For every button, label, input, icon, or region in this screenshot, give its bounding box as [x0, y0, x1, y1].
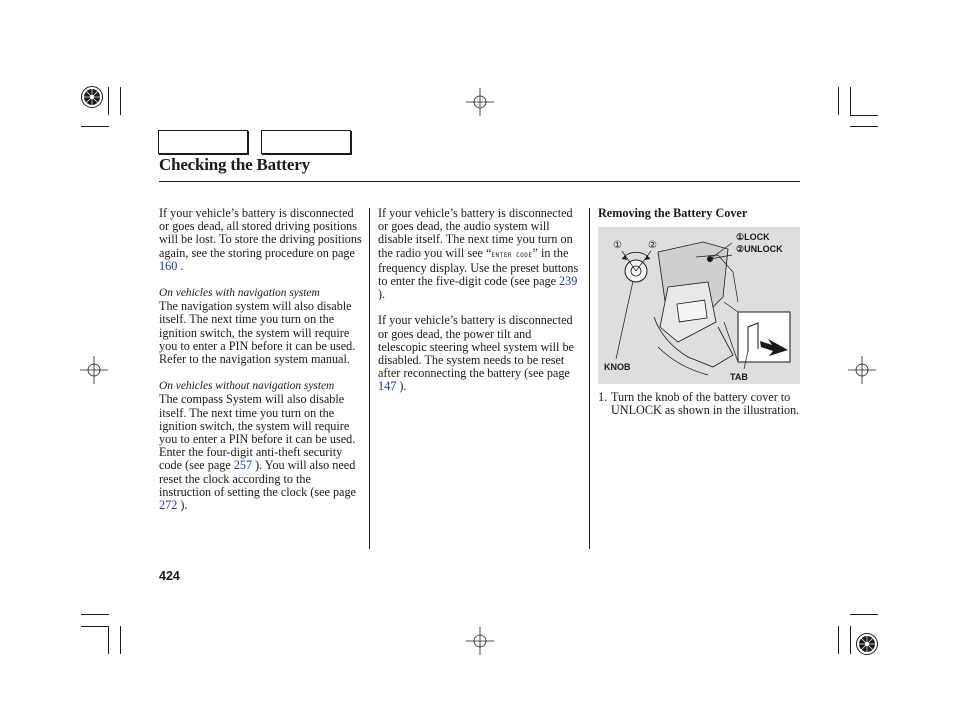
page-title: Checking the Battery	[159, 155, 310, 174]
crosshair-right	[848, 356, 876, 384]
label-knob: KNOB	[604, 362, 631, 372]
legend-lock: ①LOCK	[736, 232, 770, 242]
legend-unlock: ②UNLOCK	[736, 244, 783, 254]
column-2	[378, 207, 583, 394]
battery-cover-heading: Removing the Battery Cover	[598, 206, 748, 220]
paragraph-steering-wheel: If your vehicle’s battery is disconnected or goes dead, the power tilt and telescopic steering wheel system will be disabled. The system needs to be reset after reconnecting the battery (see page 147 ).	[378, 313, 574, 394]
crosshair-left	[80, 356, 108, 384]
crosshair-bottom	[466, 627, 494, 655]
page-link-160[interactable]: 160	[159, 258, 178, 273]
battery-cover-illustration	[598, 227, 800, 384]
label-tab: TAB	[730, 372, 748, 382]
page-link-272[interactable]: 272	[159, 498, 178, 513]
column-1	[159, 207, 363, 512]
heading-with-navigation: On vehicles with navigation system	[159, 287, 320, 300]
title-rule	[159, 181, 800, 182]
page-number: 424	[159, 569, 180, 583]
column-divider-1	[369, 208, 370, 549]
paragraph-stored-positions: If your vehicle’s battery is disconnected or goes dead, all stored driving positions will be lost. To store the driving positions again, see the storing procedure on page 160 .	[159, 206, 362, 273]
section-tab-2[interactable]	[261, 130, 351, 154]
registration-target-bottom-right	[855, 632, 879, 656]
enter-code-display: ENTER CODE	[491, 251, 533, 259]
crosshair-top	[466, 88, 494, 116]
paragraph-compass: The compass System will also disable itself. The next time you turn on the ignition switch, the system will require you to enter a PIN before it can be used. Enter the four-digit anti-theft security code (see page 257 ). You will also need reset the clock according to the instruction of setting the clock (see page 272 ).	[159, 392, 356, 513]
section-tab-1[interactable]	[158, 130, 248, 154]
page-link-257[interactable]: 257	[233, 458, 253, 473]
paragraph-navigation: The navigation system will also disable itself. The next time you turn on the ignition switch, the system will require you to enter a PIN before it can be used. Refer to the navigation system manual.	[159, 299, 356, 367]
heading-without-navigation: On vehicles without navigation system	[159, 380, 335, 393]
step-1-number: 1.	[598, 390, 608, 404]
step-1-text: Turn the knob of the battery cover to UNLOCK as shown in the illustration.	[611, 390, 800, 418]
step-1	[598, 391, 802, 417]
column-divider-2	[589, 208, 590, 549]
paragraph-audio-system: If your vehicle’s battery is disconnected or goes dead, the audio system will disable itself. The next time you turn on the radio you will see “ENTER CODE” in the frequency display. Use the preset buttons to enter the five-digit code (see page 239 ).	[378, 206, 579, 302]
marker-1: ①	[613, 240, 622, 251]
marker-2: ②	[648, 240, 657, 251]
page-link-147[interactable]: 147	[378, 379, 397, 394]
registration-target-top-left	[80, 85, 104, 109]
page-link-239[interactable]: 239	[559, 274, 578, 289]
